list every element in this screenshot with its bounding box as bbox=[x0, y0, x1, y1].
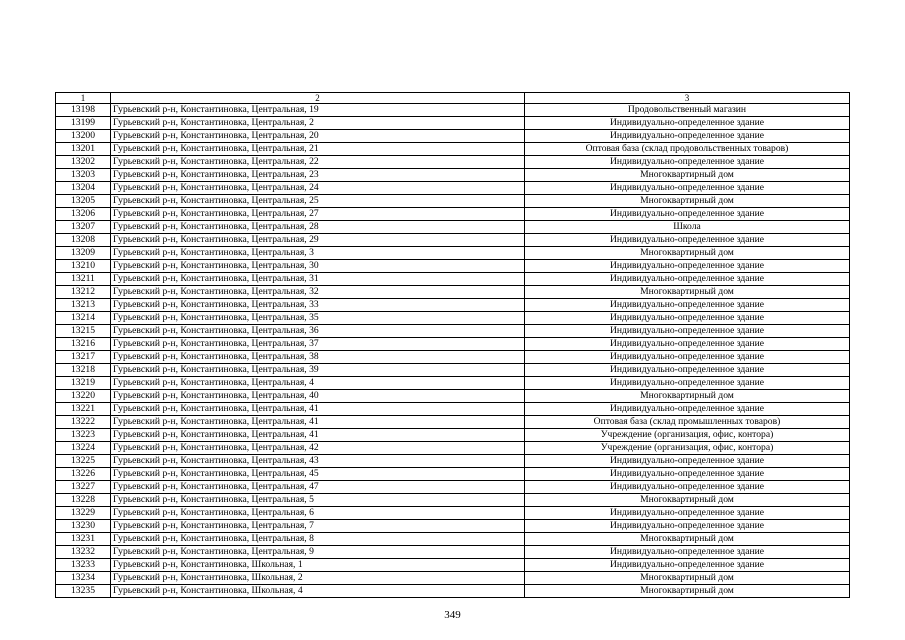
row-address: Гурьевский р-н, Константиновка, Центральная, 39 bbox=[111, 364, 525, 377]
row-address: Гурьевский р-н, Константиновка, Центральная, 31 bbox=[111, 273, 525, 286]
row-type: Школа bbox=[525, 221, 850, 234]
row-type: Многоквартирный дом bbox=[525, 533, 850, 546]
row-id: 13211 bbox=[56, 273, 111, 286]
row-address: Гурьевский р-н, Константиновка, Центральная, 32 bbox=[111, 286, 525, 299]
row-id: 13204 bbox=[56, 182, 111, 195]
row-id: 13213 bbox=[56, 299, 111, 312]
row-type: Многоквартирный дом bbox=[525, 195, 850, 208]
row-type: Индивидуально-определенное здание bbox=[525, 338, 850, 351]
row-id: 13218 bbox=[56, 364, 111, 377]
row-address: Гурьевский р-н, Константиновка, Центральная, 36 bbox=[111, 325, 525, 338]
row-id: 13214 bbox=[56, 312, 111, 325]
table-row bbox=[56, 481, 850, 494]
row-address: Гурьевский р-н, Константиновка, Центральная, 3 bbox=[111, 247, 525, 260]
row-type: Индивидуально-определенное здание bbox=[525, 507, 850, 520]
row-address: Гурьевский р-н, Константиновка, Центральная, 41 bbox=[111, 403, 525, 416]
table-row bbox=[56, 585, 850, 598]
row-address: Гурьевский р-н, Константиновка, Центральная, 40 bbox=[111, 390, 525, 403]
row-address: Гурьевский р-н, Константиновка, Центральная, 21 bbox=[111, 143, 525, 156]
row-id: 13219 bbox=[56, 377, 111, 390]
row-type: Индивидуально-определенное здание bbox=[525, 481, 850, 494]
row-id: 13228 bbox=[56, 494, 111, 507]
header-col-3: 3 bbox=[525, 93, 850, 104]
table-row bbox=[56, 117, 850, 130]
table-row bbox=[56, 520, 850, 533]
row-type: Индивидуально-определенное здание bbox=[525, 364, 850, 377]
table-row bbox=[56, 572, 850, 585]
table-row bbox=[56, 507, 850, 520]
row-id: 13232 bbox=[56, 546, 111, 559]
row-address: Гурьевский р-н, Константиновка, Центральная, 41 bbox=[111, 416, 525, 429]
row-type: Индивидуально-определенное здание bbox=[525, 559, 850, 572]
row-type: Индивидуально-определенное здание bbox=[525, 130, 850, 143]
row-type: Индивидуально-определенное здание bbox=[525, 377, 850, 390]
row-id: 13231 bbox=[56, 533, 111, 546]
row-type: Индивидуально-определенное здание bbox=[525, 234, 850, 247]
table-row bbox=[56, 377, 850, 390]
row-address: Гурьевский р-н, Константиновка, Центральная, 24 bbox=[111, 182, 525, 195]
table-row bbox=[56, 429, 850, 442]
table-row bbox=[56, 221, 850, 234]
row-address: Гурьевский р-н, Константиновка, Центральная, 7 bbox=[111, 520, 525, 533]
table-row bbox=[56, 234, 850, 247]
row-id: 13205 bbox=[56, 195, 111, 208]
row-address: Гурьевский р-н, Константиновка, Центральная, 4 bbox=[111, 377, 525, 390]
row-address: Гурьевский р-н, Константиновка, Центральная, 6 bbox=[111, 507, 525, 520]
row-address: Гурьевский р-н, Константиновка, Центральная, 35 bbox=[111, 312, 525, 325]
row-type: Индивидуально-определенное здание bbox=[525, 299, 850, 312]
table-header-row bbox=[56, 93, 850, 104]
row-id: 13202 bbox=[56, 156, 111, 169]
row-id: 13230 bbox=[56, 520, 111, 533]
row-id: 13201 bbox=[56, 143, 111, 156]
row-type: Оптовая база (склад продовольственных товаров) bbox=[525, 143, 850, 156]
table-row bbox=[56, 299, 850, 312]
table-row bbox=[56, 338, 850, 351]
table-row bbox=[56, 208, 850, 221]
row-type: Индивидуально-определенное здание bbox=[525, 156, 850, 169]
row-address: Гурьевский р-н, Константиновка, Центральная, 42 bbox=[111, 442, 525, 455]
row-id: 13221 bbox=[56, 403, 111, 416]
row-address: Гурьевский р-н, Константиновка, Центральная, 5 bbox=[111, 494, 525, 507]
row-type: Индивидуально-определенное здание bbox=[525, 520, 850, 533]
table-row bbox=[56, 416, 850, 429]
row-type: Многоквартирный дом bbox=[525, 585, 850, 598]
row-id: 13233 bbox=[56, 559, 111, 572]
row-address: Гурьевский р-н, Константиновка, Центральная, 27 bbox=[111, 208, 525, 221]
page-number: 349 bbox=[444, 609, 461, 621]
table-row bbox=[56, 286, 850, 299]
row-type: Индивидуально-определенное здание bbox=[525, 273, 850, 286]
table-row bbox=[56, 559, 850, 572]
row-id: 13199 bbox=[56, 117, 111, 130]
table-row bbox=[56, 247, 850, 260]
row-id: 13208 bbox=[56, 234, 111, 247]
row-id: 13223 bbox=[56, 429, 111, 442]
row-type: Многоквартирный дом bbox=[525, 494, 850, 507]
table-row bbox=[56, 156, 850, 169]
row-address: Гурьевский р-н, Константиновка, Центральная, 37 bbox=[111, 338, 525, 351]
row-type: Индивидуально-определенное здание bbox=[525, 546, 850, 559]
table-row bbox=[56, 195, 850, 208]
row-address: Гурьевский р-н, Константиновка, Центральная, 22 bbox=[111, 156, 525, 169]
row-type: Учреждение (организация, офис, контора) bbox=[525, 442, 850, 455]
row-address: Гурьевский р-н, Константиновка, Центральная, 33 bbox=[111, 299, 525, 312]
table-row bbox=[56, 546, 850, 559]
row-type: Многоквартирный дом bbox=[525, 286, 850, 299]
row-address: Гурьевский р-н, Константиновка, Центральная, 41 bbox=[111, 429, 525, 442]
table-row bbox=[56, 442, 850, 455]
row-id: 13227 bbox=[56, 481, 111, 494]
row-type: Индивидуально-определенное здание bbox=[525, 208, 850, 221]
table-row bbox=[56, 325, 850, 338]
row-id: 13200 bbox=[56, 130, 111, 143]
row-address: Гурьевский р-н, Константиновка, Центральная, 29 bbox=[111, 234, 525, 247]
table-row bbox=[56, 169, 850, 182]
row-id: 13212 bbox=[56, 286, 111, 299]
row-address: Гурьевский р-н, Константиновка, Центральная, 28 bbox=[111, 221, 525, 234]
table-row bbox=[56, 403, 850, 416]
table-row bbox=[56, 455, 850, 468]
row-id: 13207 bbox=[56, 221, 111, 234]
table-row bbox=[56, 273, 850, 286]
row-id: 13206 bbox=[56, 208, 111, 221]
registry-table bbox=[55, 92, 850, 598]
row-id: 13217 bbox=[56, 351, 111, 364]
table-row bbox=[56, 130, 850, 143]
row-type: Многоквартирный дом bbox=[525, 390, 850, 403]
table-row bbox=[56, 182, 850, 195]
row-type: Индивидуально-определенное здание bbox=[525, 260, 850, 273]
registry-table-body bbox=[56, 93, 850, 598]
row-type: Индивидуально-определенное здание bbox=[525, 403, 850, 416]
row-address: Гурьевский р-н, Константиновка, Центральная, 8 bbox=[111, 533, 525, 546]
row-type: Оптовая база (склад промышленных товаров) bbox=[525, 416, 850, 429]
row-address: Гурьевский р-н, Константиновка, Центральная, 9 bbox=[111, 546, 525, 559]
row-id: 13224 bbox=[56, 442, 111, 455]
row-type: Многоквартирный дом bbox=[525, 572, 850, 585]
row-id: 13203 bbox=[56, 169, 111, 182]
header-col-1: 1 bbox=[56, 93, 111, 104]
row-id: 13235 bbox=[56, 585, 111, 598]
row-id: 13210 bbox=[56, 260, 111, 273]
row-type: Многоквартирный дом bbox=[525, 169, 850, 182]
header-col-2: 2 bbox=[111, 93, 525, 104]
row-address: Гурьевский р-н, Константиновка, Центральная, 2 bbox=[111, 117, 525, 130]
row-address: Гурьевский р-н, Константиновка, Центральная, 25 bbox=[111, 195, 525, 208]
row-address: Гурьевский р-н, Константиновка, Центральная, 47 bbox=[111, 481, 525, 494]
table-row bbox=[56, 468, 850, 481]
row-type: Учреждение (организация, офис, контора) bbox=[525, 429, 850, 442]
table-row bbox=[56, 494, 850, 507]
row-address: Гурьевский р-н, Константиновка, Школьная, 1 bbox=[111, 559, 525, 572]
row-type: Продовольственный магазин bbox=[525, 104, 850, 117]
row-address: Гурьевский р-н, Константиновка, Центральная, 38 bbox=[111, 351, 525, 364]
row-id: 13229 bbox=[56, 507, 111, 520]
row-id: 13215 bbox=[56, 325, 111, 338]
row-id: 13220 bbox=[56, 390, 111, 403]
row-address: Гурьевский р-н, Константиновка, Центральная, 45 bbox=[111, 468, 525, 481]
table-row bbox=[56, 364, 850, 377]
row-address: Гурьевский р-н, Константиновка, Центральная, 19 bbox=[111, 104, 525, 117]
row-type: Индивидуально-определенное здание bbox=[525, 312, 850, 325]
row-type: Индивидуально-определенное здание bbox=[525, 455, 850, 468]
row-id: 13209 bbox=[56, 247, 111, 260]
row-type: Индивидуально-определенное здание bbox=[525, 468, 850, 481]
row-address: Гурьевский р-н, Константиновка, Школьная, 2 bbox=[111, 572, 525, 585]
row-id: 13198 bbox=[56, 104, 111, 117]
table-row bbox=[56, 143, 850, 156]
row-id: 13216 bbox=[56, 338, 111, 351]
table-row bbox=[56, 260, 850, 273]
row-type: Индивидуально-определенное здание bbox=[525, 182, 850, 195]
row-id: 13234 bbox=[56, 572, 111, 585]
table-row bbox=[56, 104, 850, 117]
table-row bbox=[56, 351, 850, 364]
row-address: Гурьевский р-н, Константиновка, Центральная, 20 bbox=[111, 130, 525, 143]
row-type: Индивидуально-определенное здание bbox=[525, 117, 850, 130]
row-address: Гурьевский р-н, Константиновка, Центральная, 30 bbox=[111, 260, 525, 273]
row-id: 13225 bbox=[56, 455, 111, 468]
row-id: 13226 bbox=[56, 468, 111, 481]
row-address: Гурьевский р-н, Константиновка, Центральная, 43 bbox=[111, 455, 525, 468]
row-id: 13222 bbox=[56, 416, 111, 429]
row-type: Индивидуально-определенное здание bbox=[525, 351, 850, 364]
row-address: Гурьевский р-н, Константиновка, Центральная, 23 bbox=[111, 169, 525, 182]
table-row bbox=[56, 533, 850, 546]
table-row bbox=[56, 312, 850, 325]
row-type: Индивидуально-определенное здание bbox=[525, 325, 850, 338]
row-address: Гурьевский р-н, Константиновка, Школьная, 4 bbox=[111, 585, 525, 598]
table-row bbox=[56, 390, 850, 403]
row-type: Многоквартирный дом bbox=[525, 247, 850, 260]
